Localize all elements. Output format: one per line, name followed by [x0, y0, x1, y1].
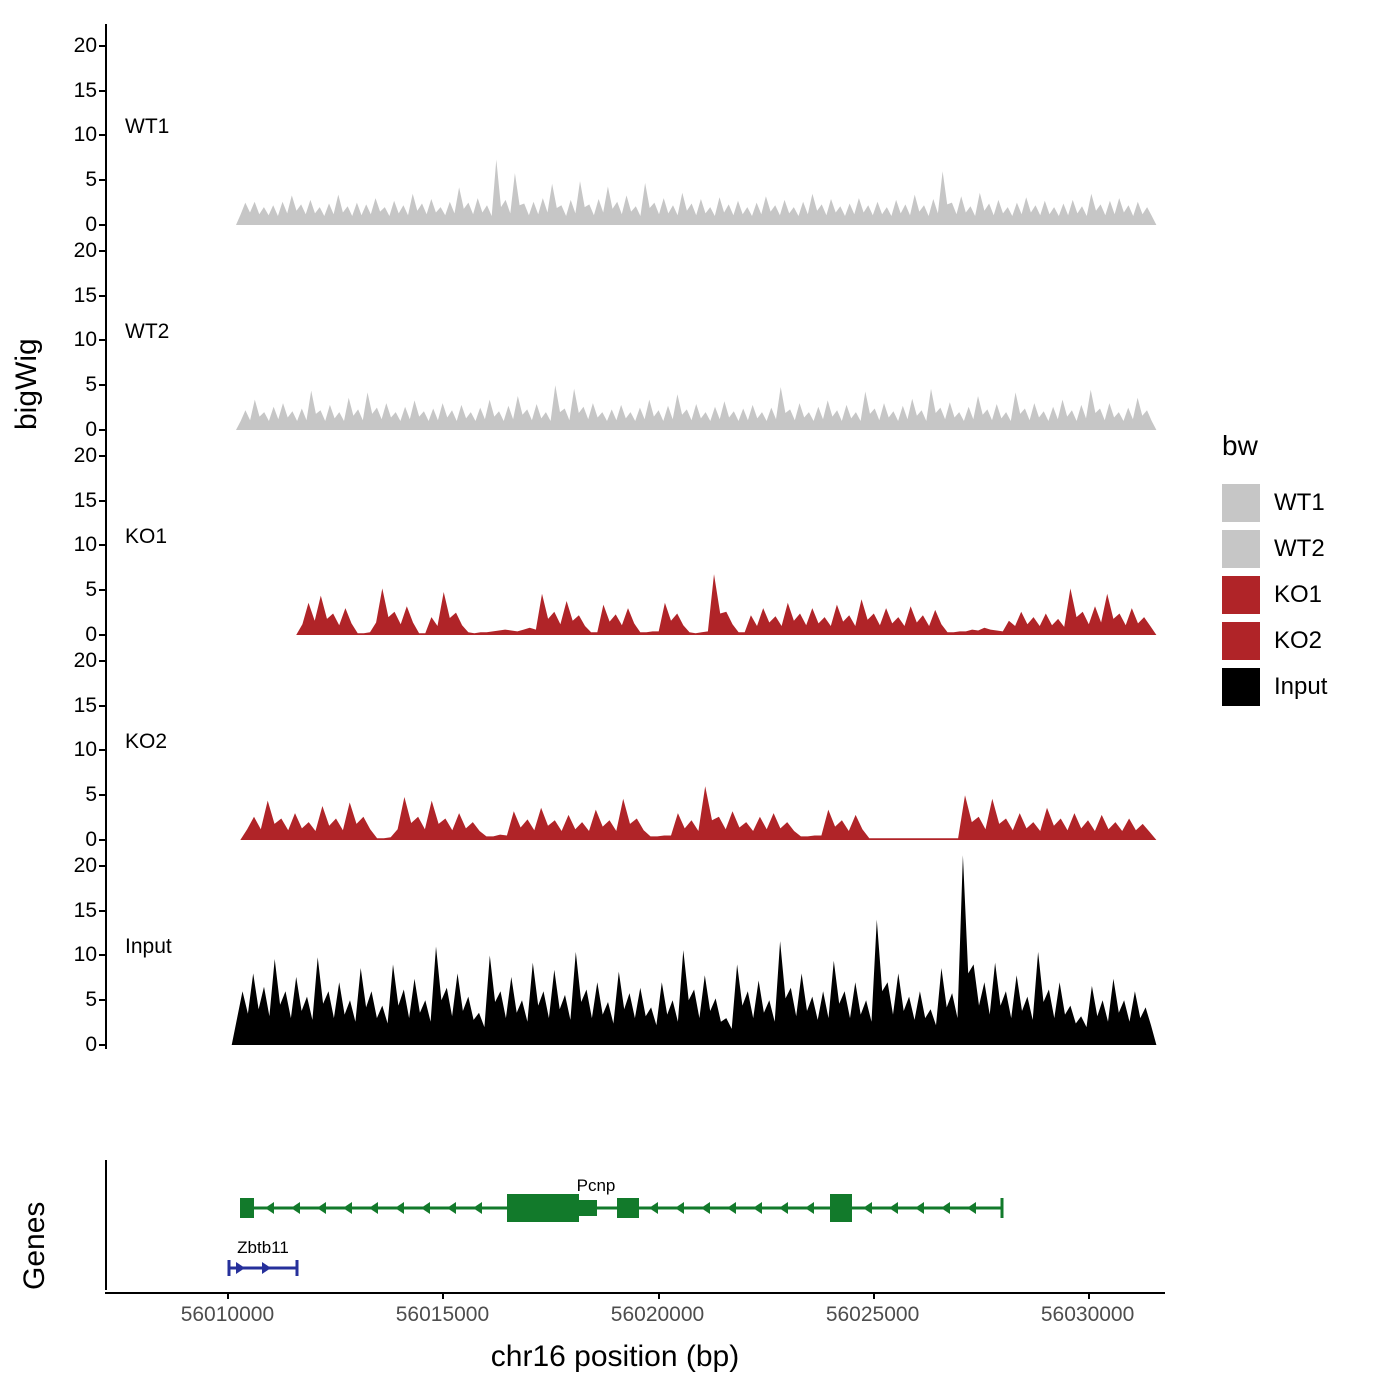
y-tick-mark	[99, 250, 105, 252]
y-tick-mark	[99, 339, 105, 341]
track-name-input: Input	[125, 934, 172, 958]
gene-zbtb11[interactable]	[229, 1260, 297, 1276]
y-tick-label: 0	[85, 1033, 97, 1056]
y-tick-mark	[99, 224, 105, 226]
x-tick-mark	[873, 1292, 875, 1299]
y-tick-label: 0	[85, 828, 97, 851]
y-tick-label: 15	[73, 283, 97, 307]
x-axis-label: chr16 position (bp)	[490, 1340, 740, 1373]
legend	[1222, 430, 1327, 710]
legend-swatch-wt2	[1222, 530, 1260, 568]
y-tick-label: 0	[85, 418, 97, 441]
y-tick-mark	[99, 999, 105, 1001]
track-panel-wt2	[73, 229, 1165, 441]
x-tick-label: 56030000	[1040, 1303, 1135, 1326]
track-name-wt1: WT1	[125, 114, 170, 138]
x-tick-label: 56025000	[825, 1303, 920, 1326]
legend-item-wt1[interactable]	[1222, 480, 1327, 526]
legend-swatch-ko1	[1222, 576, 1260, 614]
track-panel-input	[73, 844, 1165, 1056]
y-tick-mark	[99, 179, 105, 181]
gene-label-zbtb11: Zbtb11	[237, 1238, 289, 1257]
legend-item-ko1[interactable]	[1222, 572, 1327, 618]
y-tick-mark	[99, 589, 105, 591]
y-tick-mark	[99, 45, 105, 47]
legend-label: WT2	[1274, 535, 1325, 562]
legend-swatch-ko2	[1222, 622, 1260, 660]
legend-label: WT1	[1274, 489, 1325, 516]
y-tick-mark	[99, 429, 105, 431]
x-tick-mark	[658, 1292, 660, 1299]
y-tick-label: 5	[85, 988, 97, 1012]
track-plot-wt2	[107, 229, 1165, 434]
y-tick-mark	[99, 910, 105, 912]
y-tick-label: 5	[85, 373, 97, 397]
track-name-wt2: WT2	[125, 319, 170, 343]
gene-pcnp[interactable]	[240, 1194, 1002, 1222]
y-tick-mark	[99, 134, 105, 136]
y-tick-mark	[99, 90, 105, 92]
y-tick-label: 15	[73, 78, 97, 102]
y-tick-mark	[99, 544, 105, 546]
track-plot-wt1	[107, 24, 1165, 229]
y-tick-mark	[99, 634, 105, 636]
y-tick-mark	[99, 1044, 105, 1046]
y-tick-mark	[99, 839, 105, 841]
legend-item-wt2[interactable]	[1222, 526, 1327, 572]
legend-title: bw	[1222, 430, 1258, 461]
y-tick-mark	[99, 954, 105, 956]
track-plot-input	[107, 844, 1165, 1049]
y-tick-label: 10	[73, 943, 97, 967]
y-tick-mark	[99, 295, 105, 297]
y-tick-mark	[99, 455, 105, 457]
y-tick-label: 0	[85, 213, 97, 236]
y-tick-label: 15	[73, 488, 97, 512]
y-tick-label: 20	[73, 238, 97, 262]
y-tick-label: 10	[73, 328, 97, 352]
legend-label: Input	[1274, 673, 1328, 700]
legend-label: KO2	[1274, 627, 1323, 654]
track-panel-ko2	[73, 639, 1165, 851]
legend-item-input[interactable]	[1222, 664, 1327, 710]
y-tick-label: 15	[73, 898, 97, 922]
y-tick-mark	[99, 865, 105, 867]
genes-plot	[107, 1160, 1165, 1290]
y-tick-label: 10	[73, 123, 97, 147]
y-tick-label: 5	[85, 168, 97, 192]
y-tick-label: 15	[73, 693, 97, 717]
x-tick-label: 56010000	[180, 1303, 275, 1326]
x-tick-mark	[1088, 1292, 1090, 1299]
legend-label: KO1	[1274, 581, 1323, 608]
y-tick-label: 0	[85, 623, 97, 646]
x-tick-mark	[227, 1292, 229, 1299]
y-tick-label: 20	[73, 853, 97, 877]
y-tick-label: 5	[85, 578, 97, 602]
y-tick-mark	[99, 500, 105, 502]
y-tick-mark	[99, 794, 105, 796]
track-panel-wt1	[73, 24, 1165, 236]
genes-axis-label: Genes	[18, 1201, 51, 1290]
legend-swatch-wt1	[1222, 484, 1260, 522]
y-tick-label: 10	[73, 533, 97, 557]
genes-panel	[105, 1160, 1165, 1290]
x-axis-line	[105, 1292, 1165, 1294]
genes-svg	[107, 1160, 1165, 1290]
y-tick-mark	[99, 749, 105, 751]
x-tick-label: 56015000	[395, 1303, 490, 1326]
gene-label-pcnp: Pcnp	[576, 1176, 616, 1195]
track-plot-ko2	[107, 639, 1165, 844]
track-panel-ko1	[73, 434, 1165, 646]
y-tick-mark	[99, 384, 105, 386]
x-tick-mark	[442, 1292, 444, 1299]
track-name-ko2: KO2	[125, 729, 168, 753]
y-tick-label: 20	[73, 443, 97, 467]
y-tick-label: 10	[73, 738, 97, 762]
x-tick-label: 56020000	[610, 1303, 705, 1326]
y-tick-mark	[99, 660, 105, 662]
track-name-ko1: KO1	[125, 524, 168, 548]
y-tick-label: 5	[85, 783, 97, 807]
y-tick-mark	[99, 705, 105, 707]
track-plot-ko1	[107, 434, 1165, 639]
legend-swatch-input	[1222, 668, 1260, 706]
legend-items	[1222, 480, 1327, 710]
y-tick-label: 20	[73, 33, 97, 57]
y-axis-label: bigWig	[10, 338, 43, 430]
legend-item-ko2[interactable]	[1222, 618, 1327, 664]
y-tick-label: 20	[73, 648, 97, 672]
